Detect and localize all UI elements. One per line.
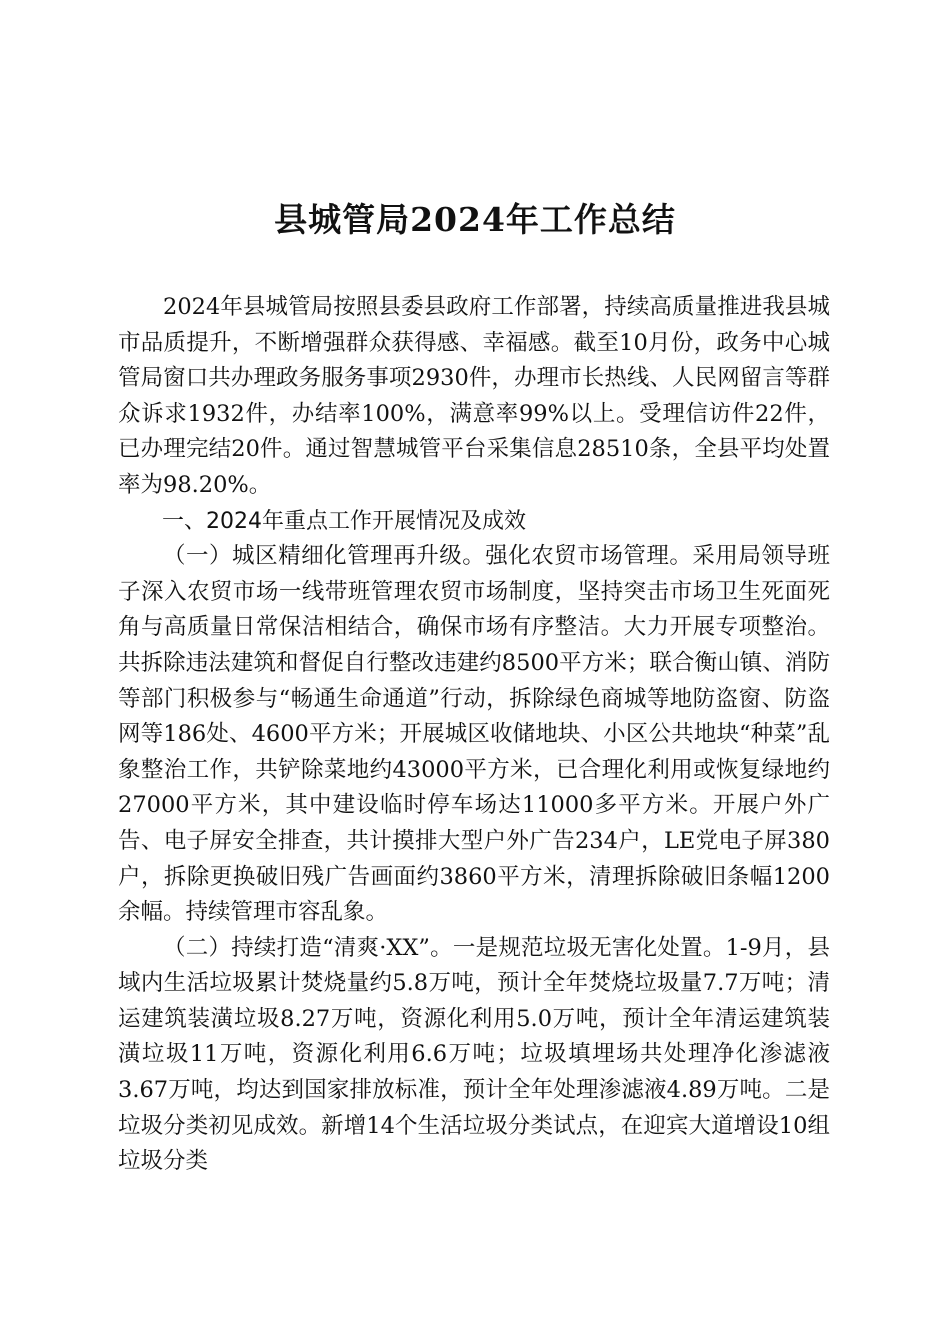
subsection-paragraph-1: （一）城区精细化管理再升级。强化农贸市场管理。采用局领导班子深入农贸市场一线带班管理农贸市场制度，坚持突击市场卫生死面死角与高质量日常保洁相结合，确保市场有序整洁。大力开展专项整治。共拆除违法建筑和督促自行整改违建约8500平方米；联合衡山镇、消防等部门积极参与“畅通生命通道”行动，拆除绿色商城等地防盗窗、防盗网等186处、4600平方米；开展城区收储地块、小区公共地块“种菜”乱象整治工作，共铲除菜地约43000平方米，已合理化利用或恢复绿地约27000平方米，其中建设临时停车场达11000多平方米。开展户外广告、电子屏安全排查，共计摸排大型户外广告234户，LE党电子屏380户，拆除更换破旧残广告画面约3860平方米，清理拆除破旧条幅1200余幅。持续管理市容乱象。 (118, 543, 830, 926)
intro-paragraph: 2024年县城管局按照县委县政府工作部署，持续高质量推进我县城市品质提升，不断增强群众获得感、幸福感。截至10月份，政务中心城管局窗口共办理政务服务事项2930件，办理市长热线、人民网留言等群众诉求1932件，办结率100%，满意率99%以上。受理信访件22件，已办理完结20件。通过智慧城管平台采集信息28510条，全县平均处置率为98.20%。 (118, 294, 830, 498)
subsection-paragraph-2: （二）持续打造“清爽·XX”。一是规范垃圾无害化处置。1-9月，县域内生活垃圾累计焚烧量约5.8万吨，预计全年焚烧垃圾量7.7万吨；清运建筑装潢垃圾8.27万吨，资源化利用5.0万吨，预计全年清运建筑装潢垃圾11万吨，资源化利用6.6万吨；垃圾填埋场共处理净化渗滤液3.67万吨，均达到国家排放标准，预计全年处理渗滤液4.89万吨。二是垃圾分类初见成效。新增14个生活垃圾分类试点，在迎宾大道增设10组垃圾分类 (118, 934, 830, 1175)
section-heading: 一、2024年重点工作开展情况及成效 (162, 508, 526, 534)
document-body (118, 290, 830, 1180)
document-title: 县城管局2024年工作总结 (274, 200, 676, 239)
